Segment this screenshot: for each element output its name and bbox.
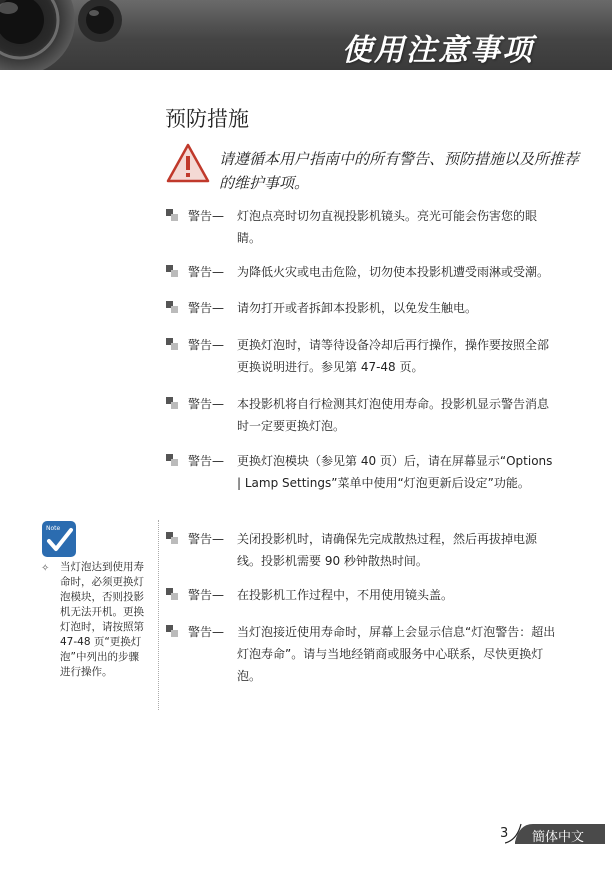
- section-title: 预防措施: [165, 107, 249, 131]
- square-bullet-icon: [166, 265, 178, 277]
- projector-lens-icon: [0, 0, 240, 70]
- page-number: 3: [500, 826, 509, 841]
- warning-text: 更换灯泡时，请等待设备冷却后再行操作，操作要按照全部更换说明进行。参见第 47-48 页。: [237, 338, 550, 374]
- warning-label: 警告—: [188, 301, 225, 315]
- note-checkmark-icon: [41, 520, 77, 558]
- warning-label: 警告—: [188, 454, 225, 468]
- footer-language: 簡体中文: [532, 830, 585, 845]
- square-bullet-icon: [166, 301, 178, 313]
- note-divider: [158, 520, 160, 710]
- square-bullet-icon: [166, 397, 178, 409]
- page-header-title: 使用注意事项: [342, 33, 534, 68]
- square-bullet-icon: [166, 532, 178, 544]
- diamond-bullet-icon: ✧: [41, 563, 50, 574]
- warning-text: 为降低火灾或电击危险，切勿使本投影机遭受雨淋或受潮。: [237, 265, 550, 279]
- warning-label: 警告—: [188, 532, 225, 546]
- warning-text: 本投影机将自行检测其灯泡使用寿命。投影机显示警告消息时一定要更换灯泡。: [237, 397, 550, 433]
- square-bullet-icon: [166, 338, 178, 350]
- warning-text: 当灯泡接近使用寿命时，屏幕上会显示信息“灯泡警告：超出灯泡寿命”。请与当地经销商或服务中心联系，尽快更换灯泡。: [237, 625, 556, 683]
- warning-text: 关闭投影机时，请确保先完成散热过程，然后再拔掉电源线。投影机需要 90 秒钟散热时间。: [237, 532, 538, 568]
- warning-label: 警告—: [188, 338, 225, 352]
- square-bullet-icon: [166, 209, 178, 221]
- note-icon-label: Note: [46, 525, 61, 532]
- warning-text: 灯泡点亮时切勿直视投影机镜头。亮光可能会伤害您的眼睛。: [237, 209, 538, 245]
- warning-label: 警告—: [188, 209, 225, 223]
- page-header: [0, 0, 612, 70]
- square-bullet-icon: [166, 454, 178, 466]
- warning-label: 警告—: [188, 625, 225, 639]
- square-bullet-icon: [166, 588, 178, 600]
- warning-text: 请勿打开或者拆卸本投影机，以免发生触电。: [237, 301, 478, 315]
- warning-text: 在投影机工作过程中，不用使用镜头盖。: [237, 588, 454, 602]
- square-bullet-icon: [166, 625, 178, 637]
- note-text: 当灯泡达到使用寿命时，必须更换灯泡模块，否则投影机无法开机。更换灯泡时，请按照第 47-48 页“更换灯泡”中列出的步骤进行操作。: [60, 561, 144, 678]
- warning-label: 警告—: [188, 588, 225, 602]
- warning-text: 更换灯泡模块（参见第 40 页）后，请在屏幕显示“Options | Lamp Settings”菜单中使用“灯泡更新后设定”功能。: [237, 454, 553, 490]
- warning-triangle-icon: [166, 143, 210, 183]
- warning-label: 警告—: [188, 265, 225, 279]
- warning-label: 警告—: [188, 397, 225, 411]
- caution-text: 请遵循本用户指南中的所有警告、预防措施以及所推荐的维护事项。: [219, 150, 580, 192]
